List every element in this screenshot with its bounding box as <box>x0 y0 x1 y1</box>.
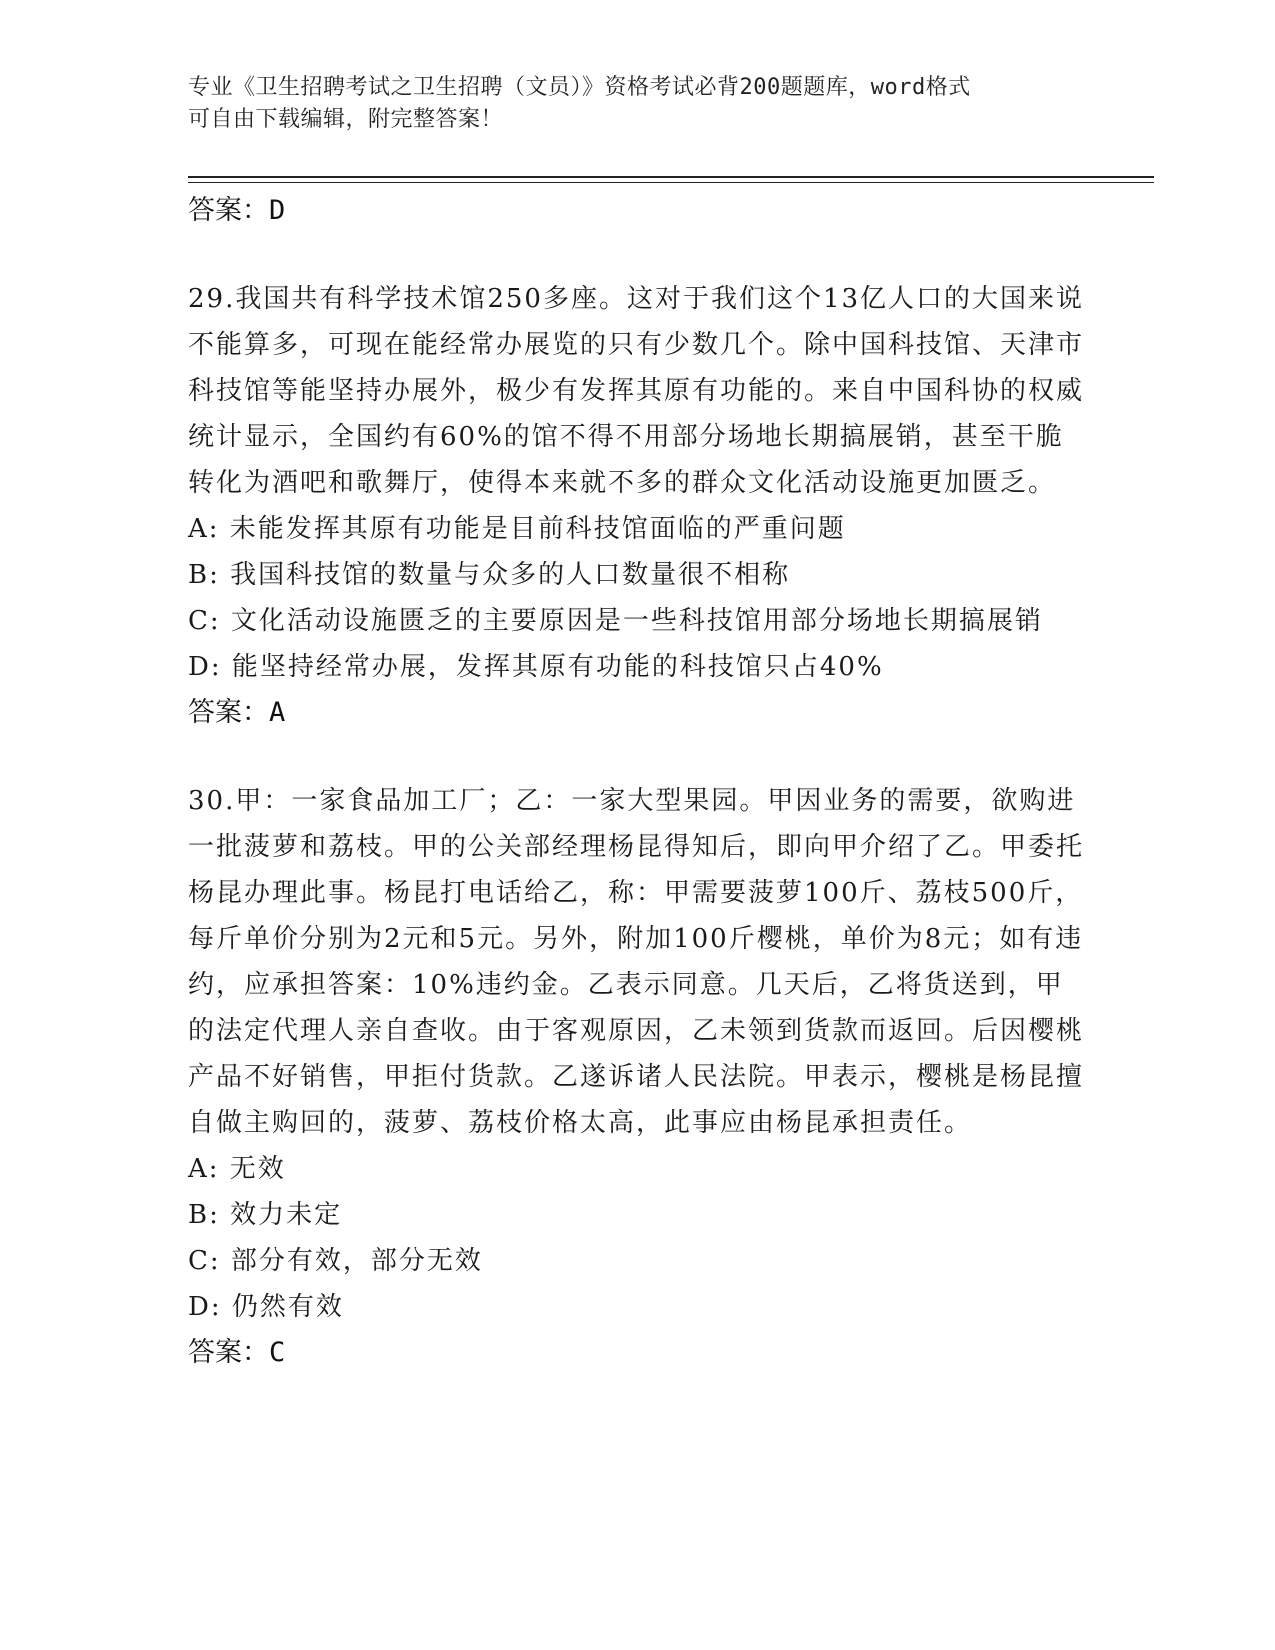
document-header <box>188 72 1088 136</box>
answer: 答案：A <box>188 697 286 728</box>
option-b: B: 效力未定 <box>188 1200 343 1230</box>
question-29 <box>188 276 1088 736</box>
option-c: C: 文化活动设施匮乏的主要原因是一些科技馆用部分场地长期搞展销 <box>188 606 1043 636</box>
question-text: 29.我国共有科学技术馆250多座。这对于我们这个13亿人口的大国来说不能算多，可现在能经常办展览的只有少数几个。除中国科技馆、天津市科技馆等能坚持办展外，极少有发挥其原有功能的。来自中国科协的权威统计显示，全国约有60%的馆不得不用部分场地长期搞展销，甚至干脆转化为酒吧和歌舞厅，使得本来就不多的群众文化活动设施更加匮乏。 <box>188 284 1085 498</box>
question-30 <box>188 778 1088 1376</box>
option-b: B: 我国科技馆的数量与众多的人口数量很不相称 <box>188 560 791 590</box>
header-line-2: 可自由下载编辑，附完整答案！ <box>188 107 504 132</box>
option-d: D: 能坚持经常办展，发挥其原有功能的科技馆只占40% <box>188 652 884 682</box>
header-line-1: 专业《卫生招聘考试之卫生招聘（文员）》资格考试必背200题题库，word格式 <box>188 75 971 100</box>
option-a: A: 未能发挥其原有功能是目前科技馆面临的严重问题 <box>188 514 846 544</box>
option-d: D: 仍然有效 <box>188 1292 344 1322</box>
question-text: 30.甲：一家食品加工厂；乙：一家大型果园。甲因业务的需要，欲购进一批菠萝和荔枝。甲的公关部经理杨昆得知后，即向甲介绍了乙。甲委托杨昆办理此事。杨昆打电话给乙，称：甲需要菠萝100斤、荔枝500斤，每斤单价分别为2元和5元。另外，附加100斤樱桃，单价为8元；如有违约，应承担答案：10%违约金。乙表示同意。几天后，乙将货送到，甲的法定代理人亲自查收。由于客观原因，乙未领到货款而返回。后因樱桃产品不好销售，甲拒付货款。乙遂诉诸人民法院。甲表示，樱桃是杨昆擅自做主购回的，菠萝、荔枝价格太高，此事应由杨昆承担责任。 <box>188 786 1085 1138</box>
option-c: C: 部分有效，部分无效 <box>188 1246 483 1276</box>
option-a: A: 无效 <box>188 1154 286 1184</box>
header-divider <box>188 176 1154 178</box>
answer: 答案：C <box>188 1337 286 1368</box>
document-body <box>188 188 1088 1376</box>
header-divider-thin <box>188 182 1154 183</box>
previous-answer: 答案：D <box>188 195 286 226</box>
